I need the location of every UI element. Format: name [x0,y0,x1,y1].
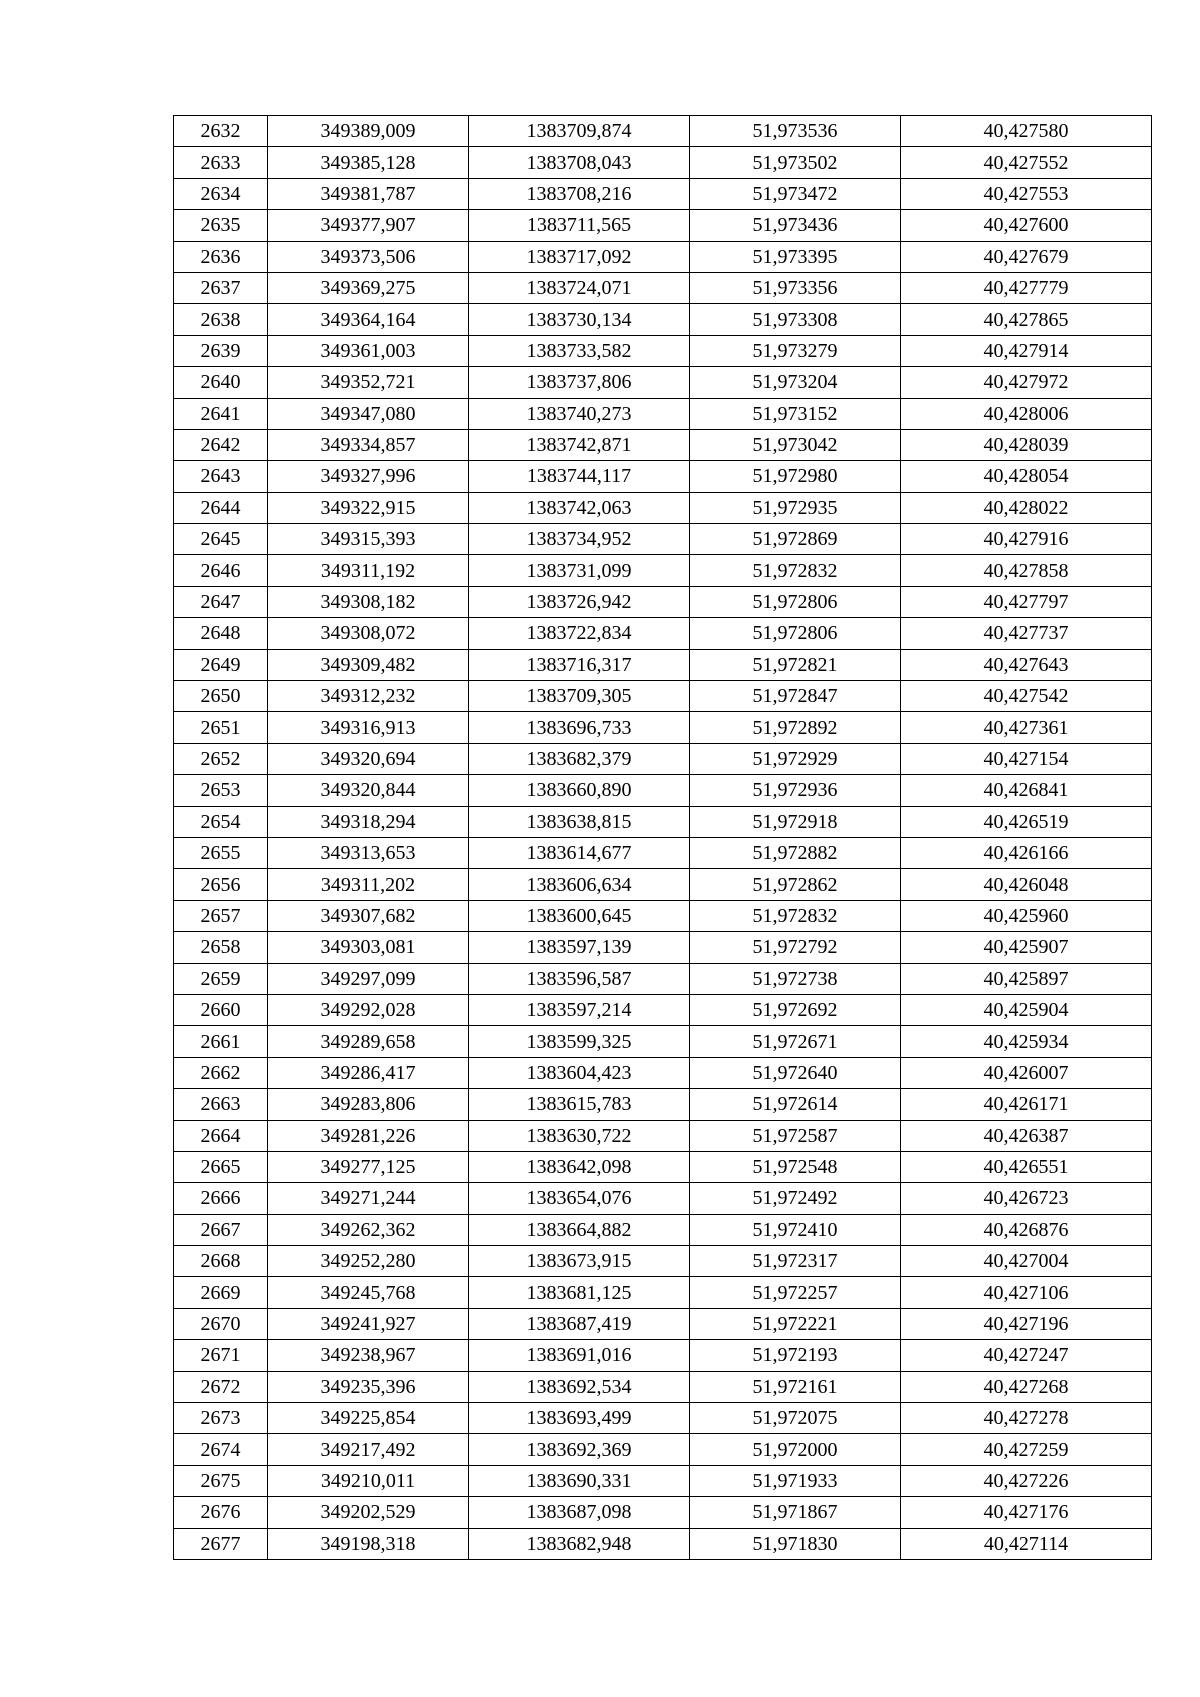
latitude-cell: 51,973472 [690,178,901,209]
longitude-cell: 40,426876 [901,1214,1152,1245]
x-coordinate-cell: 349373,506 [268,241,469,272]
point-number-cell: 2651 [174,712,268,743]
latitude-cell: 51,973536 [690,116,901,147]
longitude-cell: 40,425907 [901,932,1152,963]
table-row [174,524,1152,555]
y-coordinate-cell: 1383604,423 [469,1057,690,1088]
latitude-cell: 51,972847 [690,681,901,712]
table-row [174,304,1152,335]
latitude-cell: 51,971933 [690,1465,901,1496]
x-coordinate-cell: 349283,806 [268,1089,469,1120]
table-row [174,586,1152,617]
point-number-cell: 2666 [174,1183,268,1214]
longitude-cell: 40,427858 [901,555,1152,586]
y-coordinate-cell: 1383693,499 [469,1403,690,1434]
x-coordinate-cell: 349327,996 [268,461,469,492]
longitude-cell: 40,426519 [901,806,1152,837]
table-row [174,1340,1152,1371]
y-coordinate-cell: 1383687,419 [469,1308,690,1339]
longitude-cell: 40,426048 [901,869,1152,900]
table-row [174,398,1152,429]
longitude-cell: 40,427737 [901,618,1152,649]
longitude-cell: 40,426841 [901,775,1152,806]
x-coordinate-cell: 349217,492 [268,1434,469,1465]
y-coordinate-cell: 1383692,534 [469,1371,690,1402]
longitude-cell: 40,427580 [901,116,1152,147]
point-number-cell: 2672 [174,1371,268,1402]
point-number-cell: 2664 [174,1120,268,1151]
x-coordinate-cell: 349347,080 [268,398,469,429]
y-coordinate-cell: 1383733,582 [469,335,690,366]
point-number-cell: 2649 [174,649,268,680]
latitude-cell: 51,972410 [690,1214,901,1245]
point-number-cell: 2667 [174,1214,268,1245]
latitude-cell: 51,972671 [690,1026,901,1057]
table-row [174,335,1152,366]
x-coordinate-cell: 349315,393 [268,524,469,555]
longitude-cell: 40,426551 [901,1151,1152,1182]
x-coordinate-cell: 349281,226 [268,1120,469,1151]
longitude-cell: 40,428039 [901,429,1152,460]
coordinates-table [173,115,1152,1560]
point-number-cell: 2633 [174,147,268,178]
point-number-cell: 2654 [174,806,268,837]
x-coordinate-cell: 349322,915 [268,492,469,523]
longitude-cell: 40,426166 [901,837,1152,868]
longitude-cell: 40,427106 [901,1277,1152,1308]
x-coordinate-cell: 349381,787 [268,178,469,209]
table-row [174,1183,1152,1214]
y-coordinate-cell: 1383711,565 [469,210,690,241]
x-coordinate-cell: 349308,182 [268,586,469,617]
latitude-cell: 51,972614 [690,1089,901,1120]
latitude-cell: 51,972918 [690,806,901,837]
longitude-cell: 40,425960 [901,900,1152,931]
latitude-cell: 51,973356 [690,272,901,303]
latitude-cell: 51,972738 [690,963,901,994]
longitude-cell: 40,427600 [901,210,1152,241]
x-coordinate-cell: 349312,232 [268,681,469,712]
x-coordinate-cell: 349334,857 [268,429,469,460]
point-number-cell: 2676 [174,1497,268,1528]
longitude-cell: 40,427865 [901,304,1152,335]
table-row [174,555,1152,586]
latitude-cell: 51,972936 [690,775,901,806]
y-coordinate-cell: 1383673,915 [469,1246,690,1277]
table-row [174,367,1152,398]
y-coordinate-cell: 1383687,098 [469,1497,690,1528]
table-row [174,869,1152,900]
table-row [174,775,1152,806]
y-coordinate-cell: 1383597,139 [469,932,690,963]
x-coordinate-cell: 349202,529 [268,1497,469,1528]
x-coordinate-cell: 349309,482 [268,649,469,680]
x-coordinate-cell: 349320,844 [268,775,469,806]
longitude-cell: 40,425897 [901,963,1152,994]
table-row [174,1120,1152,1151]
point-number-cell: 2647 [174,586,268,617]
longitude-cell: 40,427196 [901,1308,1152,1339]
x-coordinate-cell: 349308,072 [268,618,469,649]
table-row [174,1089,1152,1120]
longitude-cell: 40,425934 [901,1026,1152,1057]
latitude-cell: 51,972317 [690,1246,901,1277]
latitude-cell: 51,972935 [690,492,901,523]
point-number-cell: 2634 [174,178,268,209]
y-coordinate-cell: 1383660,890 [469,775,690,806]
latitude-cell: 51,972075 [690,1403,901,1434]
table-row [174,272,1152,303]
table-row [174,994,1152,1025]
x-coordinate-cell: 349377,907 [268,210,469,241]
table-row [174,210,1152,241]
y-coordinate-cell: 1383709,305 [469,681,690,712]
longitude-cell: 40,427361 [901,712,1152,743]
point-number-cell: 2655 [174,837,268,868]
longitude-cell: 40,427679 [901,241,1152,272]
longitude-cell: 40,428054 [901,461,1152,492]
table-row [174,461,1152,492]
longitude-cell: 40,428022 [901,492,1152,523]
table-row [174,178,1152,209]
point-number-cell: 2675 [174,1465,268,1496]
y-coordinate-cell: 1383606,634 [469,869,690,900]
x-coordinate-cell: 349225,854 [268,1403,469,1434]
point-number-cell: 2644 [174,492,268,523]
point-number-cell: 2656 [174,869,268,900]
x-coordinate-cell: 349252,280 [268,1246,469,1277]
table-row [174,932,1152,963]
point-number-cell: 2665 [174,1151,268,1182]
table-row [174,1026,1152,1057]
point-number-cell: 2643 [174,461,268,492]
latitude-cell: 51,973436 [690,210,901,241]
table-row [174,147,1152,178]
latitude-cell: 51,972806 [690,586,901,617]
point-number-cell: 2668 [174,1246,268,1277]
x-coordinate-cell: 349352,721 [268,367,469,398]
table-row [174,116,1152,147]
y-coordinate-cell: 1383614,677 [469,837,690,868]
y-coordinate-cell: 1383681,125 [469,1277,690,1308]
longitude-cell: 40,427278 [901,1403,1152,1434]
longitude-cell: 40,426723 [901,1183,1152,1214]
point-number-cell: 2641 [174,398,268,429]
longitude-cell: 40,426387 [901,1120,1152,1151]
latitude-cell: 51,972221 [690,1308,901,1339]
point-number-cell: 2677 [174,1528,268,1559]
longitude-cell: 40,427268 [901,1371,1152,1402]
longitude-cell: 40,427247 [901,1340,1152,1371]
point-number-cell: 2661 [174,1026,268,1057]
latitude-cell: 51,971867 [690,1497,901,1528]
x-coordinate-cell: 349289,658 [268,1026,469,1057]
table-row [174,1214,1152,1245]
table-row [174,712,1152,743]
table-row [174,492,1152,523]
x-coordinate-cell: 349307,682 [268,900,469,931]
latitude-cell: 51,972821 [690,649,901,680]
x-coordinate-cell: 349271,244 [268,1183,469,1214]
x-coordinate-cell: 349303,081 [268,932,469,963]
latitude-cell: 51,972806 [690,618,901,649]
latitude-cell: 51,973279 [690,335,901,366]
latitude-cell: 51,972832 [690,555,901,586]
y-coordinate-cell: 1383597,214 [469,994,690,1025]
latitude-cell: 51,972832 [690,900,901,931]
longitude-cell: 40,427004 [901,1246,1152,1277]
latitude-cell: 51,973395 [690,241,901,272]
y-coordinate-cell: 1383691,016 [469,1340,690,1371]
y-coordinate-cell: 1383690,331 [469,1465,690,1496]
y-coordinate-cell: 1383615,783 [469,1089,690,1120]
latitude-cell: 51,972161 [690,1371,901,1402]
coordinates-table-body [174,116,1152,1560]
latitude-cell: 51,973308 [690,304,901,335]
longitude-cell: 40,427553 [901,178,1152,209]
y-coordinate-cell: 1383737,806 [469,367,690,398]
longitude-cell: 40,427552 [901,147,1152,178]
point-number-cell: 2663 [174,1089,268,1120]
table-row [174,900,1152,931]
point-number-cell: 2662 [174,1057,268,1088]
point-number-cell: 2640 [174,367,268,398]
y-coordinate-cell: 1383630,722 [469,1120,690,1151]
y-coordinate-cell: 1383638,815 [469,806,690,837]
longitude-cell: 40,428006 [901,398,1152,429]
longitude-cell: 40,427797 [901,586,1152,617]
point-number-cell: 2653 [174,775,268,806]
y-coordinate-cell: 1383596,587 [469,963,690,994]
latitude-cell: 51,972892 [690,712,901,743]
table-row [174,618,1152,649]
table-row [174,806,1152,837]
table-row [174,1434,1152,1465]
y-coordinate-cell: 1383708,216 [469,178,690,209]
y-coordinate-cell: 1383726,942 [469,586,690,617]
point-number-cell: 2660 [174,994,268,1025]
table-row [174,429,1152,460]
longitude-cell: 40,427176 [901,1497,1152,1528]
latitude-cell: 51,972882 [690,837,901,868]
y-coordinate-cell: 1383724,071 [469,272,690,303]
y-coordinate-cell: 1383708,043 [469,147,690,178]
x-coordinate-cell: 349311,192 [268,555,469,586]
y-coordinate-cell: 1383682,948 [469,1528,690,1559]
longitude-cell: 40,426171 [901,1089,1152,1120]
y-coordinate-cell: 1383600,645 [469,900,690,931]
latitude-cell: 51,972792 [690,932,901,963]
point-number-cell: 2638 [174,304,268,335]
y-coordinate-cell: 1383709,874 [469,116,690,147]
point-number-cell: 2657 [174,900,268,931]
table-row [174,837,1152,868]
y-coordinate-cell: 1383730,134 [469,304,690,335]
point-number-cell: 2674 [174,1434,268,1465]
longitude-cell: 40,427114 [901,1528,1152,1559]
x-coordinate-cell: 349198,318 [268,1528,469,1559]
point-number-cell: 2635 [174,210,268,241]
latitude-cell: 51,972492 [690,1183,901,1214]
y-coordinate-cell: 1383642,098 [469,1151,690,1182]
table-row [174,681,1152,712]
x-coordinate-cell: 349241,927 [268,1308,469,1339]
latitude-cell: 51,972548 [690,1151,901,1182]
point-number-cell: 2646 [174,555,268,586]
latitude-cell: 51,972587 [690,1120,901,1151]
latitude-cell: 51,973204 [690,367,901,398]
point-number-cell: 2632 [174,116,268,147]
longitude-cell: 40,427542 [901,681,1152,712]
table-row [174,241,1152,272]
latitude-cell: 51,972257 [690,1277,901,1308]
latitude-cell: 51,972640 [690,1057,901,1088]
latitude-cell: 51,973152 [690,398,901,429]
table-row [174,1465,1152,1496]
y-coordinate-cell: 1383716,317 [469,649,690,680]
longitude-cell: 40,427259 [901,1434,1152,1465]
point-number-cell: 2669 [174,1277,268,1308]
y-coordinate-cell: 1383696,733 [469,712,690,743]
x-coordinate-cell: 349320,694 [268,743,469,774]
x-coordinate-cell: 349210,011 [268,1465,469,1496]
table-row [174,1371,1152,1402]
table-row [174,1246,1152,1277]
point-number-cell: 2659 [174,963,268,994]
x-coordinate-cell: 349364,164 [268,304,469,335]
table-row [174,1308,1152,1339]
y-coordinate-cell: 1383734,952 [469,524,690,555]
point-number-cell: 2642 [174,429,268,460]
table-row [174,649,1152,680]
x-coordinate-cell: 349313,653 [268,837,469,868]
latitude-cell: 51,972692 [690,994,901,1025]
latitude-cell: 51,972000 [690,1434,901,1465]
latitude-cell: 51,972929 [690,743,901,774]
point-number-cell: 2636 [174,241,268,272]
point-number-cell: 2673 [174,1403,268,1434]
longitude-cell: 40,427154 [901,743,1152,774]
point-number-cell: 2639 [174,335,268,366]
y-coordinate-cell: 1383717,092 [469,241,690,272]
y-coordinate-cell: 1383744,117 [469,461,690,492]
table-row [174,1497,1152,1528]
longitude-cell: 40,425904 [901,994,1152,1025]
y-coordinate-cell: 1383682,379 [469,743,690,774]
x-coordinate-cell: 349385,128 [268,147,469,178]
y-coordinate-cell: 1383742,871 [469,429,690,460]
latitude-cell: 51,972193 [690,1340,901,1371]
point-number-cell: 2648 [174,618,268,649]
longitude-cell: 40,427914 [901,335,1152,366]
point-number-cell: 2645 [174,524,268,555]
x-coordinate-cell: 349238,967 [268,1340,469,1371]
x-coordinate-cell: 349292,028 [268,994,469,1025]
point-number-cell: 2658 [174,932,268,963]
longitude-cell: 40,427226 [901,1465,1152,1496]
table-row [174,1528,1152,1559]
x-coordinate-cell: 349361,003 [268,335,469,366]
y-coordinate-cell: 1383654,076 [469,1183,690,1214]
longitude-cell: 40,427779 [901,272,1152,303]
x-coordinate-cell: 349311,202 [268,869,469,900]
longitude-cell: 40,427643 [901,649,1152,680]
x-coordinate-cell: 349245,768 [268,1277,469,1308]
table-row [174,1151,1152,1182]
table-row [174,963,1152,994]
table-row [174,1057,1152,1088]
y-coordinate-cell: 1383692,369 [469,1434,690,1465]
latitude-cell: 51,973042 [690,429,901,460]
x-coordinate-cell: 349235,396 [268,1371,469,1402]
y-coordinate-cell: 1383664,882 [469,1214,690,1245]
longitude-cell: 40,427972 [901,367,1152,398]
x-coordinate-cell: 349369,275 [268,272,469,303]
y-coordinate-cell: 1383731,099 [469,555,690,586]
longitude-cell: 40,426007 [901,1057,1152,1088]
x-coordinate-cell: 349318,294 [268,806,469,837]
longitude-cell: 40,427916 [901,524,1152,555]
table-row [174,1403,1152,1434]
point-number-cell: 2670 [174,1308,268,1339]
x-coordinate-cell: 349286,417 [268,1057,469,1088]
y-coordinate-cell: 1383722,834 [469,618,690,649]
table-row [174,1277,1152,1308]
point-number-cell: 2637 [174,272,268,303]
x-coordinate-cell: 349316,913 [268,712,469,743]
latitude-cell: 51,972980 [690,461,901,492]
x-coordinate-cell: 349297,099 [268,963,469,994]
x-coordinate-cell: 349389,009 [268,116,469,147]
point-number-cell: 2652 [174,743,268,774]
x-coordinate-cell: 349277,125 [268,1151,469,1182]
y-coordinate-cell: 1383740,273 [469,398,690,429]
latitude-cell: 51,972862 [690,869,901,900]
point-number-cell: 2671 [174,1340,268,1371]
table-row [174,743,1152,774]
point-number-cell: 2650 [174,681,268,712]
x-coordinate-cell: 349262,362 [268,1214,469,1245]
latitude-cell: 51,972869 [690,524,901,555]
latitude-cell: 51,973502 [690,147,901,178]
latitude-cell: 51,971830 [690,1528,901,1559]
y-coordinate-cell: 1383742,063 [469,492,690,523]
y-coordinate-cell: 1383599,325 [469,1026,690,1057]
